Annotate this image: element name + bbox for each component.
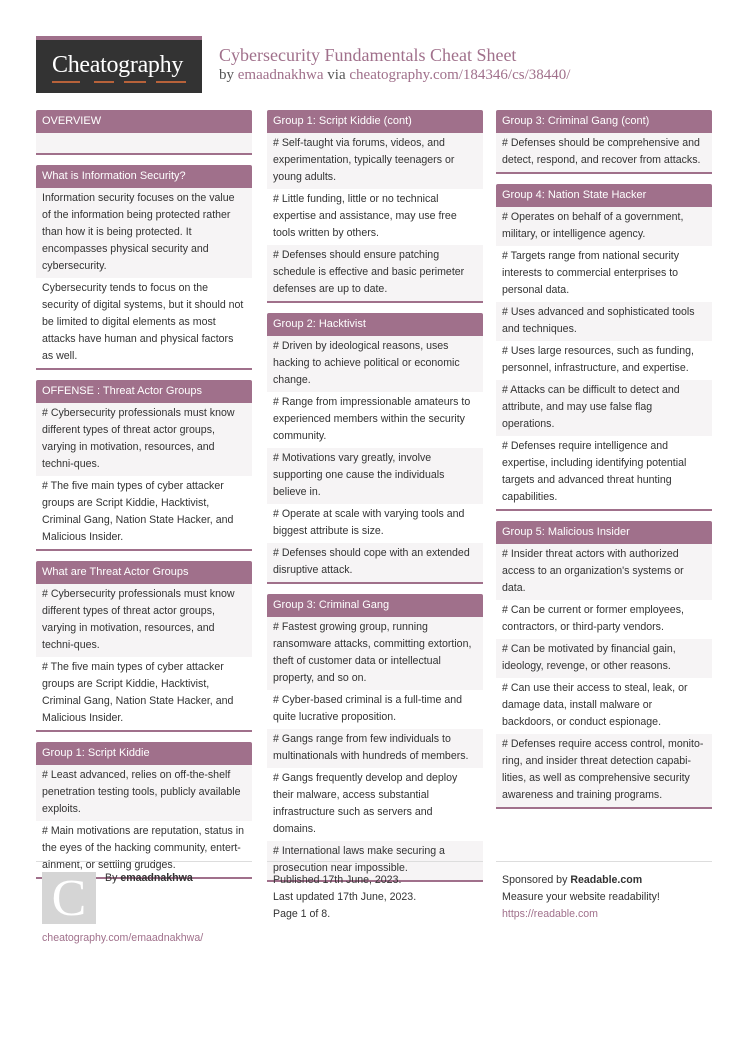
list-item: # Cybersecurity professionals must know different types of threat actor groups, varying in motivation, resources, and techni-ques.: [36, 584, 252, 657]
footer-sponsor: [496, 861, 712, 923]
section-heading: Group 4: Nation State Hacker: [496, 184, 712, 207]
list-item: # Driven by ideological reasons, uses hacking to achieve political or economic change.: [267, 336, 483, 392]
empty-row: [36, 133, 252, 153]
updated-date: Last updated 17th June, 2023.: [273, 891, 417, 903]
list-item: # Little funding, little or no technical expertise and assistance, may use free tools written by others.: [267, 189, 483, 245]
list-item: # Defenses require access control, monito-ring, and insider threat detection capabi-lities, as well as comprehensive security awareness and training programs.: [496, 734, 712, 807]
section-heading: What is Information Security?: [36, 165, 252, 188]
sheet-url-link[interactable]: cheatography.com/184346/cs/38440/: [349, 67, 571, 83]
byline-via: via: [327, 67, 346, 83]
sponsor-link[interactable]: https://readable.com: [502, 908, 598, 920]
sponsor-name: Readable.com: [570, 874, 643, 886]
byline: [219, 66, 570, 85]
section-what-are-threat-actor-groups: [36, 561, 252, 732]
list-item: # Range from impressionable amateurs to experienced members within the security community.: [267, 392, 483, 448]
section-group-3-criminal-gang: [267, 594, 483, 882]
list-item: # Can be motivated by financial gain, ideology, revenge, or other reasons.: [496, 639, 712, 678]
section-heading: Group 1: Script Kiddie (cont): [267, 110, 483, 133]
footer-author: [36, 861, 252, 951]
section-group-1-script-kiddie-cont: [267, 110, 483, 303]
list-item: # Least advanced, relies on off-the-shelf penetration testing tools, publicly available exploits.: [36, 765, 252, 821]
section-group-3-criminal-gang-cont: [496, 110, 712, 174]
footer-author-link[interactable]: cheatography.com/emaadnakhwa/: [42, 932, 204, 944]
section-heading: Group 3: Criminal Gang (cont): [496, 110, 712, 133]
list-item: Cybersecurity tends to focus on the security of digital systems, but it should not be limited to digital elements as most attacks have human and physical factors as well.: [36, 278, 252, 368]
list-item: # Gangs range from few individuals to multinationals with hundreds of members.: [267, 729, 483, 768]
footer-author-name: emaadnakhwa: [120, 872, 193, 884]
footer-publish-info: [267, 861, 483, 923]
list-item: # Main motivations are reputation, status in the eyes of the hacking community, entert-ainment, or settling grudges.: [36, 821, 252, 877]
section-heading: What are Threat Actor Groups: [36, 561, 252, 584]
list-item: # Operates on behalf of a government, military, or intelligence agency.: [496, 207, 712, 246]
sponsor-line: [496, 872, 712, 889]
page-number: Page 1 of 8.: [273, 908, 331, 920]
list-item: # International laws make securing a prosecution near impossible.: [267, 841, 483, 880]
list-item: # Attacks can be difficult to detect and attribute, and may use false flag operations.: [496, 380, 712, 436]
page-header: [36, 36, 716, 94]
sponsor-prefix: Sponsored by: [502, 874, 568, 886]
list-item: # Self-taught via forums, videos, and experimentation, typically teenagers or young adults.: [267, 133, 483, 189]
avatar: C: [42, 872, 96, 924]
list-item: # Defenses should ensure patching schedule is effective and basic perimeter defenses are up to date.: [267, 245, 483, 301]
section-offense-threat-actor-groups: [36, 380, 252, 551]
section-what-is-information-security: [36, 165, 252, 370]
list-item: # Targets range from national security interests to commercial enterprises to personal data.: [496, 246, 712, 302]
column-3: [496, 110, 712, 819]
footer-by-label: By: [105, 872, 118, 884]
section-heading: OVERVIEW: [36, 110, 252, 133]
logo-text: Cheatography: [52, 52, 184, 78]
section-heading: Group 5: Malicious Insider: [496, 521, 712, 544]
section-group-5-malicious-insider: [496, 521, 712, 809]
column-1: [36, 110, 252, 889]
title-block: [219, 44, 570, 85]
list-item: # Defenses should cope with an extended disruptive attack.: [267, 543, 483, 582]
list-item: # Gangs frequently develop and deploy their malware, access substantial infrastructure such as servers and domains.: [267, 768, 483, 841]
published-date: Published 17th June, 2023.: [273, 874, 402, 886]
list-item: # The five main types of cyber attacker groups are Script Kiddie, Hacktivist, Criminal Gang, Nation State Hacker, and Malicious Insider.: [36, 657, 252, 730]
footer-byline: [105, 872, 193, 884]
page-title: Cybersecurity Fundamentals Cheat Sheet: [219, 45, 517, 65]
list-item: # Uses large resources, such as funding, personnel, infrastructure, and expertise.: [496, 341, 712, 380]
byline-by: by: [219, 67, 234, 83]
sponsor-tagline: Measure your website readability!: [502, 891, 660, 903]
section-group-4-nation-state-hacker: [496, 184, 712, 511]
list-item: Information security focuses on the value of the information being protected rather than how it is being protected. It encompasses physical security and cybersecurity.: [36, 188, 252, 278]
section-group-1-script-kiddie: [36, 742, 252, 879]
list-item: # Operate at scale with varying tools and biggest attribute is size.: [267, 504, 483, 543]
section-heading: Group 2: Hacktivist: [267, 313, 483, 336]
list-item: # The five main types of cyber attacker groups are Script Kiddie, Hacktivist, Criminal Gang, Nation State Hacker, and Malicious Insider.: [36, 476, 252, 549]
list-item: # Uses advanced and sophisticated tools and techniques.: [496, 302, 712, 341]
list-item: # Can be current or former employees, contractors, or third-party vendors.: [496, 600, 712, 639]
section-group-2-hacktivist: [267, 313, 483, 584]
section-heading: Group 1: Script Kiddie: [36, 742, 252, 765]
section-heading: Group 3: Criminal Gang: [267, 594, 483, 617]
list-item: # Fastest growing group, running ransomware attacks, committing extortion, theft of customer data or intellectual property, and so on.: [267, 617, 483, 690]
list-item: # Can use their access to steal, leak, or damage data, install malware or backdoors, or conduct espionage.: [496, 678, 712, 734]
list-item: # Insider threat actors with authorized access to an organization's systems or data.: [496, 544, 712, 600]
list-item: # Motivations vary greatly, involve supporting one cause the individuals believe in.: [267, 448, 483, 504]
author-link[interactable]: emaadnakhwa: [237, 67, 324, 83]
list-item: # Cyber-based criminal is a full-time and quite lucrative proposition.: [267, 690, 483, 729]
cheatography-logo[interactable]: [36, 36, 202, 93]
list-item: # Cybersecurity professionals must know different types of threat actor groups, varying in motivation, resources, and techni-ques.: [36, 403, 252, 476]
column-2: [267, 110, 483, 892]
list-item: # Defenses require intelligence and expertise, including identifying potential targets and advanced threat hunting capabilities.: [496, 436, 712, 509]
logo-underline-decoration: [52, 81, 186, 83]
section-overview: [36, 110, 252, 155]
list-item: # Defenses should be comprehensive and detect, respond, and recover from attacks.: [496, 133, 712, 172]
section-heading: OFFENSE : Threat Actor Groups: [36, 380, 252, 403]
